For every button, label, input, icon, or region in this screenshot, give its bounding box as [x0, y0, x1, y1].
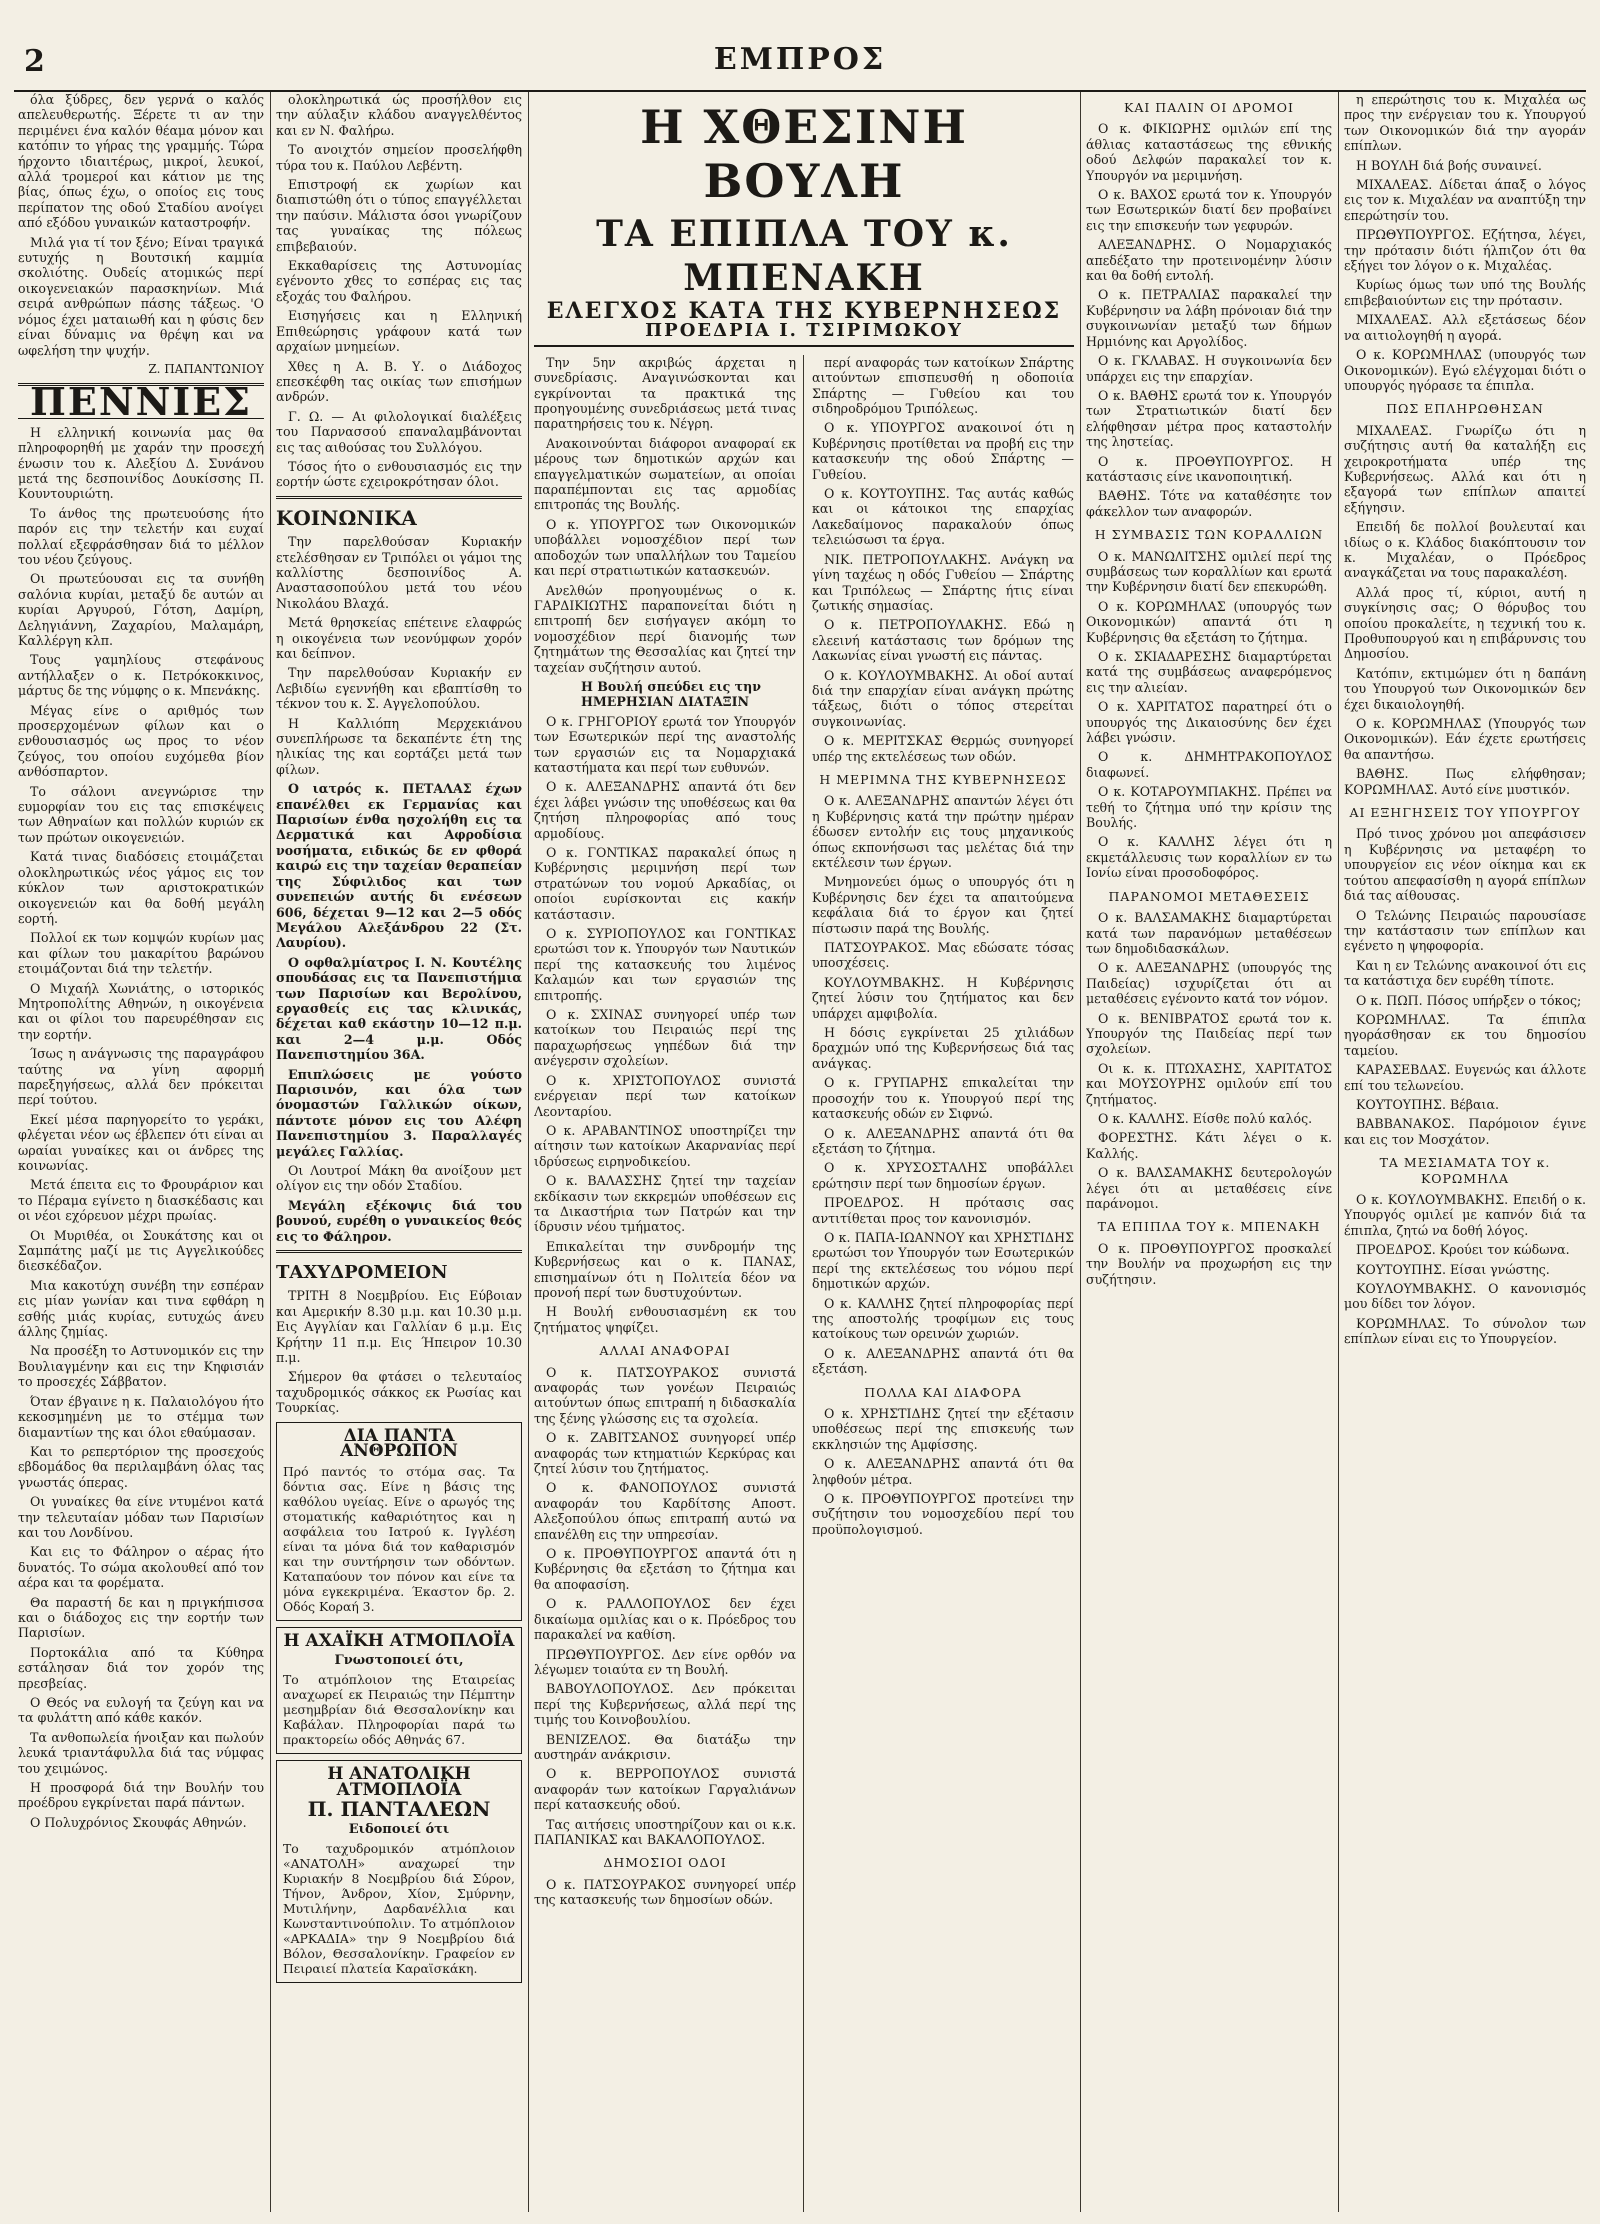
article-subheading: ΤΑ ΜΕΣΙΑΜΑΤΑ ΤΟΥ κ. ΚΟΡΩΜΗΛΑ [1379, 1155, 1551, 1186]
advertisement [276, 1627, 522, 1755]
article-text: ΜΙΧΑΛΕΑΣ. Αλλ εξετάσεως δέον να αιτιολογηθή η αγορά. [1344, 312, 1586, 343]
article-text: Ο κ. ΜΕΡΙΤΣΚΑΣ Θερμώς συνηγορεί υπέρ της εκτελέσεως των οδών. [812, 733, 1074, 764]
article-text: Κατά τινας διαδόσεις ετοιμάζεται ολοκληρωτικώς νέος γάμος εις τον κύκλον των αριστοκρατικών οικογενειών και θα δοθή μεγάλη εορτή. [18, 849, 264, 926]
article-text: Επειδή δε πολλοί βουλευταί και ιδίως ο κ. Κλάδος διακόπτουσιν τον κ. Μιχαλέαν, ο Πρόεδρος αναγκάζεται να τους παρακαλέση. [1344, 519, 1586, 581]
article-subheading: Η ΣΥΜΒΑΣΙΣ ΤΩΝ ΚΟΡΑΛΛΙΩΝ [1094, 527, 1324, 543]
article-text: ΠΡΩΘΥΠΟΥΡΓΟΣ. Εζήτησα, λέγει, την πρότασιν διότι ήλπιζον ότι θα εξήγει τον λόγον ο κ. Μιχαλέας. [1344, 227, 1586, 274]
masthead [14, 38, 1586, 92]
article-text: Θα παραστή δε και η πριγκήπισσα και ο διάδοχος εις την εορτήν των Παρισίων. [18, 1594, 264, 1641]
advertisement-company: Π. ΠΑΝΤΑΛΕΩΝ [307, 1797, 491, 1822]
article-text: ΠΡΟΕΔΡΟΣ. Κρούει τον κώδωνα. [1356, 1242, 1570, 1258]
article-text: Ανελθών προηγουμένως ο κ. ΓΑΡΔΙΚΙΩΤΗΣ παραπονείται διότι η επιτροπή δεν εισήγαγεν ακόμη το νομοσχέδιον περί διανομής των ζητημάτων της Θεσσαλίας και ζητεί την ταχείαν συζήτησιν αυτού. [534, 582, 796, 675]
article-text: Ο κ. ΣΚΙΑΔΑΡΕΣΗΣ διαμαρτύρεται κατά της συμβάσεως αναφερόμενος εις την αλιείαν. [1086, 649, 1332, 695]
columns [14, 92, 1586, 2212]
article-text: Πορτοκάλια από τα Κύθηρα εστάλησαν διά τον χορόν της πρεσβείας. [18, 1644, 264, 1691]
article-text: Ο κ. ΑΛΕΞΑΝΔΡΗΣ απαντά ότι θα ληφθούν μέτρα. [812, 1456, 1074, 1487]
advertisement-title: ΔΙΑ ΠΑΝΤΑ ΑΝΘΡΩΠΟΝ [340, 1425, 458, 1462]
main-article-right [812, 355, 1074, 1541]
article-text: Ο κ. ΦΙΚΙΩΡΗΣ ομιλών επί της άθλιας καταστάσεως της εθνικής οδού Δελφών παρακαλεί τον κ. Υπουργόν να μεριμνήση. [1086, 121, 1332, 183]
divider [276, 496, 522, 499]
article-text: Ο κ. ΚΑΛΛΗΣ ζητεί πληροφορίας περί της αποστολής τροφίμων εις τους κατοίκους των ορεινών χωριών. [812, 1295, 1074, 1342]
article-text: Ο κ. ΒΕΝΙΒΡΑΤΟΣ ερωτά τον κ. Υπουργόν της Παιδείας περί των σχολείων. [1086, 1010, 1332, 1057]
article-text: Η Βουλή ενθουσιασμένη εκ του ζητήματος ψηφίζει. [534, 1304, 796, 1335]
article-text: Ο κ. ΓΡΗΓΟΡΙΟΥ ερωτά τον Υπουργόν των Εσωτερικών περί της αναστολής των εργασιών εις τα Νομαρχιακά καταστήματα και περί των ευθυνών. [534, 713, 796, 775]
article-text: Την 5ην ακριβώς άρχεται η συνεδρίασις. Αναγινώσκονται και εγκρίνονται τα πρακτικά της προηγουμένης συνεδριάσεως μετά τινας παρατηρήσεις του κ. Νέγρη. [534, 354, 796, 432]
article-text: Ο κ. ΓΚΛΑΒΑΣ. Η συγκοινωνία δεν υπάρχει εις την επαρχίαν. [1086, 353, 1332, 384]
article-subheading: ΑΙ ΕΞΗΓΗΣΕΙΣ ΤΟΥ ΥΠΟΥΡΓΟΥ [1349, 805, 1581, 821]
page-number: 2 [24, 44, 45, 79]
article-text: Και το ρεπερτόριον της προσεχούς εβδομάδος θα περιλαμβάνη όλας τας γνωστάς όπερας. [18, 1443, 264, 1490]
advertisement [276, 1422, 522, 1621]
article-text: Οι γυναίκες θα είνε ντυμένοι κατά την τελευταίαν μόδαν των Παρισίων και του Λονδίνου. [18, 1494, 264, 1540]
article-text: Ο κ. ΠΡΟΘΥΠΟΥΡΓΟΣ προτείνει την συζήτησιν του νομοσχεδίου περί του προϋπολογισμού. [812, 1491, 1074, 1537]
divider [276, 1250, 522, 1253]
article-text: Ο κ. ΔΗΜΗΤΡΑΚΟΠΟΥΛΟΣ διαφωνεί. [1086, 749, 1332, 780]
article-text: Η ελληνική κοινωνία μας θα πληροφορηθή με χαράν την προσεχή ένωσιν του κ. Αλεξίου Δ. Συνάνου μετά της δεσποινίδος Δουκίσσης Π. Κουντουριώτη. [18, 424, 264, 502]
article-text: Ο κ. ΣΥΡΙΟΠΟΥΛΟΣ και ΓΟΝΤΙΚΑΣ ερωτώσι τον κ. Υπουργόν των Ναυτικών περί της κατασκευής του λιμένος Καλαμών και των εργασιών της επιτροπής. [534, 926, 796, 1003]
article-text: ΠΡΩΘΥΠΟΥΡΓΟΣ. Δεν είνε ορθόν να λέγωμεν τοιαύτα εν τη Βουλή. [534, 1646, 796, 1677]
article-text: ΚΟΥΛΟΥΜΒΑΚΗΣ. Ο κανονισμός μου δίδει τον λόγον. [1344, 1281, 1586, 1312]
article-text: Ο κ. ΒΑΛΑΣΣΗΣ ζητεί την ταχείαν εκδίκασιν των εκκρεμών υποθέσεων εις τα Δικαστήρια των Πατρών και την ίδρυσιν νέου τμήματος. [534, 1173, 796, 1235]
article-text: Τόσος ήτο ο ενθουσιασμός εις την εορτήν ώστε εχειροκρότησαν όλοι. [276, 458, 522, 490]
article-text: Πολλοί εκ των κομψών κυρίων μας και φίλων του μακαρίτου βαρώνου ετοιμάζονται διά την τελετήν. [18, 930, 264, 977]
main-headline: Η ΧΘΕΣΙΝΗ ΒΟΥΛΗ [640, 100, 968, 208]
column-divider [803, 355, 804, 2212]
article-subheading: ΚΑΙ ΠΑΛΙΝ ΟΙ ΔΡΟΜΟΙ [1124, 100, 1294, 115]
article-text: Ο κ. ΒΕΡΡΟΠΟΥΛΟΣ συνιστά αναφοράν των κατοίκων Γαργαλιάνων περί κατασκευής οδού. [534, 1766, 796, 1813]
article-text: Γ. Ω. — Αι φιλολογικαί διαλέξεις του Παρνασσού επαναλαμβάνονται εις τας αιθούσας του Συλλόγου. [276, 408, 522, 455]
article-text: ΝΙΚ. ΠΕΤΡΟΠΟΥΛΑΚΗΣ. Ανάγκη να γίνη ταχέως η οδός Γυθείου — Σπάρτης και Τριπόλεως — Σπάρτης ήτις είναι ζωτικής σημασίας. [812, 551, 1074, 613]
article-text: Ο κ. ΠΩΠ. Πόσος υπήρξεν ο τόκος; [1356, 992, 1582, 1008]
newspaper-title: ΕΜΠΡΟΣ [713, 42, 887, 77]
article-text: Το ανοιχτόν σημείον προσελήφθη τύρα του κ. Παύλου Λεβέντη. [276, 142, 522, 173]
article-text: Ο κ. ΧΡΙΣΤΟΠΟΥΛΟΣ συνιστά ενέργειαν περί των κατοίκων Λεονταρίου. [534, 1072, 796, 1119]
article-subheading: ΔΗΜΟΣΙΟΙ ΟΔΟΙ [603, 1855, 727, 1871]
article-text: Ο κ. ΜΑΝΩΛΙΤΣΗΣ ομιλεί περί της συμβάσεως των κοραλλίων και ερωτά την Κυβέρνησιν διατί δεν επεκυρώθη. [1086, 548, 1332, 595]
section-heading: ΠΕΝΝΙΕΣ [30, 379, 252, 425]
article-text: ΠΡΟΕΔΡΟΣ. Η πρότασις σας αντιτίθεται προς τον κανονισμόν. [812, 1195, 1074, 1226]
article-text: Ο κ. ΒΑΧΟΣ ερωτά τον κ. Υπουργόν των Εσωτερικών διατί δεν προβαίνει εις την επισκευήν των γεφυρών. [1086, 187, 1332, 233]
article-text: Μετά έπειτα εις το Φρουράριον και το Πέραμα εγίνετο η διασκέδασις και οι νέοι εχόρευον μέχρι πρωίας. [18, 1177, 264, 1224]
article-text: Την παρελθούσαν Κυριακήν ετελέσθησαν εν Τριπόλει οι γάμοι της καλλίστης δεσποινίδος Α. Αναστασοπούλου μετά του νέου Νικολάου Βλαχά. [276, 534, 522, 611]
article-text: Ο Πολυχρόνιος Σκουφάς Αθηνών. [30, 1814, 247, 1830]
article-text: Οι Μυριθέα, οι Σουκάτσης και οι Σαμπάτης μαζί με τις Αγγελικούδες διεσκέδαζον. [18, 1227, 264, 1274]
article-text: Ο κ. ΖΑΒΙΤΣΑΝΟΣ συνηγορεί υπέρ αναφοράς των κτηματιών Κερκύρας και ζητεί λύσιν του ζητήματος. [534, 1430, 796, 1477]
article-text: Ο κ. ΧΡΗΣΤΙΔΗΣ ζητεί την εξέτασιν υποθέσεως περί της επισκευής των εκκλησιών της Αμφίσσης. [812, 1406, 1074, 1452]
article-text: Οι κ. κ. ΠΤΩΧΑΣΗΣ, ΧΑΡΙΤΑΤΟΣ και ΜΟΥΣΟΥΡΗΣ ομιλούν επί του ζητήματος. [1086, 1060, 1332, 1107]
article-text: Ο κ. ΚΑΛΛΗΣ. Είσθε πολύ καλός. [1098, 1110, 1313, 1126]
article-text: Να προσέξη το Αστυνομικόν εις την Βουλιαγμένην και εις την Κηφισιάν το προσεχές Σάββατον. [18, 1343, 264, 1390]
article-text: Ο κ. ΡΑΛΛΟΠΟΥΛΟΣ δεν έχει δικαίωμα ομιλίας και ο κ. Πρόεδρος του παρακαλεί να καθίση. [534, 1596, 796, 1643]
article-text: η επερώτησις του κ. Μιχαλέα ως προς την ενέργειαν του κ. Υπουργού των Οικονομικών διά την αγοράν επίπλων. [1344, 92, 1586, 154]
article-text: Ο κ. ΑΛΕΞΑΝΔΡΗΣ απαντά ότι θα εξετάση το ζήτημα. [812, 1125, 1074, 1156]
article-text: Η δόσις εγκρίνεται 25 χιλιάδων δραχμών υπό της Κυβερνήσεως διά τας ανάγκας. [812, 1025, 1074, 1071]
article-text: ΒΑΒΟΥΛΟΠΟΥΛΟΣ. Δεν πρόκειται περί της Κυβερνήσεως, αλλά περί της τιμής του Κοινοβουλίου. [534, 1681, 796, 1728]
article-text: Ανακοινούνται διάφοροι αναφοραί εκ μέρους των δημοτικών αρχών και επαγγελματικών σωματείων, αι οποίαι παραπέμπονται εις τας αρμοδίας επιτροπάς της Βουλής. [534, 435, 796, 513]
article-text: Την παρελθούσαν Κυριακήν εν Λεβιδίω εγεννήθη και εβαπτίσθη το τέκνον του κ. Σ. Αγγελοπούλου. [276, 665, 522, 712]
article-text: Το άνθος της πρωτευούσης ήτο παρόν εις την τελετήν και ευχαί πολλαί εξεφράσθησαν διά το μέλλον του νέου ζεύγους. [18, 505, 264, 567]
article-text: Ο κ. ΧΑΡΙΤΑΤΟΣ παρατηρεί ότι ο υπουργός της Δικαιοσύνης δεν έχει λάβει γνώσιν. [1086, 699, 1332, 746]
article-text: Ο κ. ΧΡΥΣΟΣΤΑΛΗΣ υποβάλλει ερώτησιν περί των δημοσίων έργων. [812, 1160, 1074, 1191]
article-text: Ο κ. ΓΟΝΤΙΚΑΣ παρακαλεί όπως η Κυβέρνησις μεριμνήση περί των στρατώνων του νομού Αρκαδίας, οι οποίοι ευρίσκονται εις κακήν κατάστασιν. [534, 845, 796, 922]
article-text: Η Καλλιόπη Μερχεκιάνου συνεπλήρωσε τα δεκαπέντε έτη της ηλικίας της και εορτάζει μετά των φίλων. [276, 715, 522, 777]
article-text: Οι πρωτεύουσαι εις τα συνήθη σαλόνια κυρίαι, μεταξύ δε αυτών αι κυρίαι Αργυρού, Γότση, Δαμίρη, Δεληγιάννη, Ζαχαρίου, Μαλαμάρη, Καλλέργη κλπ. [18, 571, 264, 648]
sub-headline: ΠΡΟΕΔΡΙΑ Ι. ΤΣΙΡΙΜΩΚΟΥ [534, 323, 1074, 346]
article-text: Η ΒΟΥΛΗ διά βοής συναινεί. [1356, 157, 1542, 173]
sub-headline: ΕΛΕΓΧΟΣ ΚΑΤΑ ΤΗΣ ΚΥΒΕΡΝΗΣΕΩΣ [546, 298, 1062, 324]
article-text: Χθες η Α. Β. Υ. ο Διάδοχος επεσκέφθη τας οικίας των επισήμων ανδρών. [276, 358, 522, 405]
article-text: Ίσως η ανάγνωσις της παραγράφου ταύτης να γίνη αφορμή παρεξηγήσεως, αλλά δεν πρόκειται περί τούτου. [18, 1046, 264, 1108]
article-text: Ο κ. ΠΑΤΣΟΥΡΑΚΟΣ συνηγορεί υπέρ της κατασκευής των δημοσίων οδών. [534, 1876, 796, 1908]
article-text: ΠΑΤΣΟΥΡΑΚΟΣ. Μας εδώσατε τόσας υποσχέσεις. [812, 940, 1074, 971]
article-text: όλα ξύδρες, δεν γερνά ο καλός απελευθερωτής. Ξέρετε τι αν την περιμένει ένα καλόν θέαμα μόνον και κατόπιν το γήρας της γραμμής. Τώρα ήρχοντο ιδιαιτέρως, μικροί, λευκοί, αλλά τρομεροί και κάτιον με της βίας, όπως έχω, ο οποίος εις τους περίπατον της οδού Σταδίου ανοίγει από εξόδου γυναικών καταστροφήν. [18, 92, 264, 231]
article-text: Μέγας είνε ο αριθμός των προσερχομένων φίλων και ο ενθουσιασμός ως προς το νέον ζεύγος, του οποίου ευχόμεθα βίον ανθόσπαρτον. [18, 702, 264, 780]
article-text: Μετά θρησκείας επέτεινε ελαφρώς η οικογένεια των νεονύμφων χορόν και δείπνον. [276, 615, 522, 661]
article-text: Τους γαμηλίους στεφάνους αντήλλαξεν ο κ. Πετρόκοκκινος, μάρτυς δε της νύμφης ο κ. Μπενάκης. [18, 652, 264, 699]
article-text: Ο κ. ΑΡΑΒΑΝΤΙΝΟΣ υποστηρίζει την αίτησιν των κατοίκων Ακαρνανίας περί ιδρύσεως ειρηνοδικείου. [534, 1122, 796, 1169]
advertisement-text: Πρό παντός το στόμα σας. Τα δόντια σας. Είνε η βάσις της καθόλου υγείας. Είνε ο αρωγός της στοματικής καθαριότητος και η ασφάλεια του Ιατρού κ. Ιγγλέση είναι τα μόνα διά τον καθαρισμόν και την συντήρησιν των οδόντων. Καταπαύουν τον πόνον και είνε τα μόνα εγκεκριμένα. Έκαστον δρ. 2. Οδός Κοραή 3. [283, 1463, 515, 1614]
article-text: Ο κ. ΚΟΡΩΜΗΛΑΣ (υπουργός των Οικονομικών). Εγώ ελέγχομαι διότι ο υπουργός ηγόρασε τα έπιπλα. [1344, 347, 1586, 393]
article-text: ΚΟΥΛΟΥΜΒΑΚΗΣ. Η Κυβέρνησις ζητεί λύσιν του ζητήματος και δεν υπάρχει αμφιβολία. [812, 974, 1074, 1021]
article-text: Ο Θεός να ευλογή τα ζεύγη και να τα φυλάττη από κάθε κακόν. [18, 1695, 264, 1726]
article-text: ολοκληρωτικά ώς προσήλθον εις την αύλαξιν κλάδου αναγγελθέντος και εν Ν. Φαλήρω. [276, 92, 522, 138]
article-text: Ο κ. ΒΑΛΣΑΜΑΚΗΣ διαμαρτύρεται κατά των παρανόμων μεταθέσεων των δημοδιδασκάλων. [1086, 910, 1332, 956]
advertisement-title: Η ΑΧΑΪΚΗ ΑΤΜΟΠΛΟΪΑ [283, 1630, 515, 1651]
article-text: ΒΕΝΙΖΕΛΟΣ. Θα διατάξω την αυστηράν ανάκρισιν. [534, 1731, 796, 1762]
article-text: Μια κακοτύχη συνέβη την εσπέραν εις μίαν γωνίαν και τινα εφθάρη η εσθής μιάς κυρίας, ευτυχώς άνευ άλλης ζημίας. [18, 1277, 264, 1340]
article-text: ΤΡΙΤΗ 8 Νοεμβρίου. Εις Εύβοιαν και Αμερικήν 8.30 μ.μ. και 10.30 μ.μ. Εις Αγγλίαν και Γαλλίαν 6 μ.μ. Εις Κρήτην 11 π.μ. Εις Ήπειρον 10.30 π.μ. [276, 1288, 522, 1366]
article-text: Εκεί μέσα παρηγορείτο το γεράκι, φλέγεται νέον ως έβλεπεν ότι είναι αι ωραίαι γυναίκες και οι άνδρες της κοινωνίας. [18, 1111, 264, 1173]
article-text: Αλλά προς τί, κύριοι, αυτή η συγκίνησις σας; Ο θόρυβος του οποίου προκαλείτε, η τεχνική του κ. Προθυπουργού και η επιβάρυνσις του Δημοσίου. [1344, 584, 1586, 662]
article-text: Επικαλείται την συνδρομήν της Κυβερνήσεως και ο κ. ΠΑΝΑΣ, επισημαίνων ότι η Πολιτεία δέον να προνοή περί των δυστυχούντων. [534, 1238, 796, 1300]
article-text: ΦΟΡΕΣΤΗΣ. Κάτι λέγει ο κ. Καλλής. [1086, 1130, 1332, 1161]
advertisement-subtitle: Γνωστοποιεί ότι, [334, 1652, 464, 1668]
column-6 [1344, 92, 1586, 2212]
article-text: Ο Μιχαήλ Χωνιάτης, ο ιστορικός Μητροπολίτης Αθηνών, η οικογένεια και οι φίλοι του παρευρέθησαν εις την εορτήν. [18, 980, 264, 1042]
article-text: Κατόπιν, εκτιμώμεν ότι η δαπάνη του Υπουργού των Οικονομικών δεν έχει δικαιολογηθή. [1344, 665, 1586, 712]
advertisement-text: Επιπλώσεις με γούστο Παρισινόν, και όλα των όνομαστών Γαλλικών οίκων, πάντοτε μόνον εις του Αλέφη Πανεπιστημίου 3. Παραλλαγές μεγάλες Γαλλίας. [276, 1066, 522, 1159]
article-text: Μνημονεύει όμως ο υπουργός ότι η Κυβέρνησις δεν έχει τα απαιτούμενα κεφάλαια διά το έργον και ζητεί πίστωσιν παρά της Βουλής. [812, 874, 1074, 936]
article-text: ΒΑΘΗΣ. Τότε να καταθέσητε τον φάκελλον των αναφορών. [1086, 488, 1332, 519]
article-subheading: ΠΩΣ ΕΠΛΗΡΩΘΗΣΑΝ [1386, 401, 1544, 417]
article-text: ΜΙΧΑΛΕΑΣ. Δίδεται άπαξ ο λόγος εις τον κ. Μιχαλέαν να αναπτύξη την επερώτησίν του. [1344, 177, 1586, 223]
article-text: Ο κ. ΒΑΛΣΑΜΑΚΗΣ δευτερολογών λέγει ότι αι μεταθέσεις είνε παράνομοι. [1086, 1165, 1332, 1211]
sub-headline: ΤΑ ΕΠΙΠΛΑ ΤΟΥ κ. ΜΠΕΝΑΚΗ [596, 213, 1012, 299]
author-signature: Ζ. ΠΑΠΑΝΤΩΝΙΟΥ [148, 361, 264, 376]
column-5 [1086, 92, 1332, 2212]
article-text: Ο κ. ΠΡΟΘΥΠΟΥΡΓΟΣ απαντά ότι η Κυβέρνησις θα εξετάση το ζήτημα και θα αποφασίση. [534, 1546, 796, 1592]
article-subheading: ΑΛΛΑΙ ΑΝΑΦΟΡΑΙ [599, 1343, 731, 1359]
article-text: Ο κ. ΠΡΟΘΥΠΟΥΡΓΟΣ προσκαλεί την Βουλήν να προχωρήση εις την συζήτησιν. [1086, 1240, 1332, 1287]
article-text: Ο κ. ΥΠΟΥΡΓΟΣ των Οικονομικών υποβάλλει νομοσχέδιον περί των αποδοχών των υπαλλήλων του Ταμείου και περί στρατιωτικών κατασκευών. [534, 516, 796, 579]
article-text: Εισηγήσεις και η Ελληνική Επιθεώρησις γράφουν κατά των αρχαίων μνημείων. [276, 308, 522, 355]
article-text: Και η εν Τελώνης ανακοινοί ότι εις τα κατάστιχα δεν ευρέθη τίποτε. [1344, 957, 1586, 989]
article-text: Τα ανθοπωλεία ήνοιξαν και πωλούν λευκά τριαντάφυλλα διά τας νύμφας του χειμώνος. [18, 1729, 264, 1776]
article-text: ΚΟΡΩΜΗΛΑΣ. Τα έπιπλα ηγοράσθησαν εκ του δημοσίου ταμείου. [1344, 1011, 1586, 1058]
article-text: ΚΟΥΤΟΥΠΗΣ. Είσαι γνώστης. [1356, 1261, 1550, 1277]
article-text: Τας αιτήσεις υποστηρίζουν και οι κ.κ. ΠΑΠΑΝΙΚΑΣ και ΒΑΚΑΛΟΠΟΥΛΟΣ. [534, 1816, 796, 1847]
article-text: Ο κ. ΚΟΡΩΜΗΛΑΣ (υπουργός των Οικονομικών) απαντά ότι η Κυβέρνησις θα εξετάση το ζήτημα. [1086, 598, 1332, 645]
article-text: Ο κ. ΑΛΕΞΑΝΔΡΗΣ (υπουργός της Παιδείας) ισχυρίζεται ότι αι μεταθέσεις εγένοντο κατά τον νόμον. [1086, 960, 1332, 1007]
article-text: Ο κ. ΣΧΙΝΑΣ συνηγορεί υπέρ των κατοίκων του Πειραιώς περί της παραχωρήσεως γηπέδων διά την ανέγερσιν σχολείων. [534, 1007, 796, 1069]
article-text: Οι Λουτροί Μάκη θα ανοίξουν μετ ολίγον εις την οδόν Σταδίου. [276, 1163, 522, 1194]
article-subheading: Η ΜΕΡΙΜΝΑ ΤΗΣ ΚΥΒΕΡΝΗΣΕΩΣ [819, 771, 1067, 787]
article-text: Μιλά για τί τον ξένο; Είναι τραγικά ευτυχής η Βουτσική καμμία σκολιότης. Ουδείς ατομικώς περί οικογενειακών παρασκηνίων. Μιά σειρά ανθρώπων πάσης τάξεως. 'Ο νόμος έχει ματαιωθή και η φύσις δεν είναι δύναμις να θρέψη και να ωφελήση την ψυχήν. [18, 234, 264, 358]
article-text: Ο κ. ΠΑΠΑ-ΙΩΑΝΝΟΥ και ΧΡΗΣΤΙΔΗΣ ερωτώσι τον Υπουργόν των Εσωτερικών περί της εκτελέσεως του νόμου περί δημοτικών αρχών. [812, 1229, 1074, 1292]
article-subheading: ΠΟΛΛΑ ΚΑΙ ΔΙΑΦΟΡΑ [864, 1384, 1022, 1400]
article-text: Ο κ. ΥΠΟΥΡΓΟΣ ανακοινοί ότι η Κυβέρνησις προτίθεται να προβή εις την κατασκευήν της οδού Σπάρτης — Γυθείου. [812, 420, 1074, 482]
article-text: Επιστροφή εκ χωρίων και διαπιστώθη ότι ο τύπος επαγγέλλεται την παύσιν. Μάλιστα όσοι γνωρίζουν τας γυναίκας της πόλεως επιβεβαιούν. [276, 177, 522, 254]
article-text: Ο κ. ΚΟΥΛΟΥΜΒΑΚΗΣ. Αι οδοί αυταί διά την επαρχίαν είναι ανάγκη πρώτης τάξεως, διότι ο τόπος στερείται συγκοινωνίας. [812, 667, 1074, 729]
article-text: Όταν έβγαινε η κ. Παλαιολόγου ήτο κεκοσμημένη με το στέμμα των διαμαντίων της και όλοι εθαύμασαν. [18, 1393, 264, 1440]
article-text: Ο κ. ΠΕΤΡΑΛΙΑΣ παρακαλεί την Κυβέρνησιν να λάβη πρόνοιαν διά την συγκοινωνίαν μεταξύ των δήμων Ηρμιόνης και Αργολίδος. [1086, 287, 1332, 349]
article-text: ΚΟΡΩΜΗΛΑΣ. Το σύνολον των επίπλων είναι εις το Υπουργείον. [1344, 1315, 1586, 1347]
advertisement-subtitle: Ειδοποιεί ότι [348, 1821, 450, 1837]
advertisement-text: Ο οφθαλμίατρος Ι. Ν. Κουτέλης σπουδάσας εις τα Πανεπιστήμια των Παρισίων και Βερολίνου, εργασθείς εις τας κλινικάς, δέχεται καθ εκάστην 10—12 π.μ. και 2—4 μ.μ. Οδός Πανεπιστημίου 36Α. [276, 954, 522, 1063]
article-text: Εκκαθαρίσεις της Αστυνομίας εγένοντο χθες το εσπέρας εις τας εξοχάς του Φαλήρου. [276, 258, 522, 304]
article-text: Και εις το Φάληρον ο αέρας ήτο δυνατός. Το σώμα ακολουθεί από τον αέρα και τα φορέματα. [18, 1544, 264, 1591]
article-text: περί αναφοράς των κατοίκων Σπάρτης αιτούντων επισπευσθή η οδοποιία Σπάρτης — Γυθείου και του σιδηροδρόμου Τριπόλεως. [812, 354, 1074, 417]
section-heading: ΚΟΙΝΩΝΙΚΑ [276, 505, 417, 530]
article-subheading: ΠΑΡΑΝΟΜΟΙ ΜΕΤΑΘΕΣΕΙΣ [1108, 888, 1310, 904]
article-text: Ο κ. ΚΑΛΛΗΣ λέγει ότι η εκμετάλλευσις των κοραλλίων εν τω Ιονίω είναι προσοδοφόρος. [1086, 834, 1332, 881]
article-text: Το σάλονι ανεγνώρισε την ευμορφίαν του εις τας επισκέψεις των Αθηναίων και πολλών κυριών εκ των πρώτων οικογενειών. [18, 783, 264, 845]
article-subheading: Η Βουλή σπεύδει εις την ΗΜΕΡΗΣΙΑΝ ΔΙΑΤΑΞΙΝ [580, 678, 762, 710]
advertisement [276, 1760, 522, 1983]
article-text: Σήμερον θα φτάσει ο τελευταίος ταχυδρομικός σάκκος εκ Ρωσίας και Τουρκίας. [276, 1369, 522, 1416]
article-text: Ο κ. ΠΕΤΡΟΠΟΥΛΑΚΗΣ. Εδώ η ελεεινή κατάστασις των δρόμων της Λακωνίας είναι γνωστή εις πάντας. [812, 617, 1074, 664]
section-heading: ΤΑΧΥΔΡΟΜΕΙΟΝ [276, 1262, 448, 1284]
advertisement-text: Το ατμόπλοιον της Εταιρείας αναχωρεί εκ Πειραιώς την Πέμπτην μεσημβρίαν διά Θεσσαλονίκην και Καβάλαν. Πληροφορίαι παρά τω πρακτορείω οδός Αθηνάς 67. [283, 1672, 515, 1748]
article-text: Η προσφορά διά την Βουλήν του προέδρου εγκρίνεται παρά πάντων. [18, 1780, 264, 1811]
article-text: Πρό τινος χρόνου μοι απεφάσισεν η Κυβέρνησις να μεταφέρη το υπουργείον εις νέον οίκημα και εκ τούτου απεφασίσθη η αγορά επίπλων διά τας αίθουσας. [1344, 826, 1586, 904]
article-text: Ο κ. ΠΑΤΣΟΥΡΑΚΟΣ συνιστά αναφοράς των γονέων Πειραιώς αιτούντων όπως επιτραπή η διδασκαλία της ξένης γλώσσης εις τα σχολεία. [534, 1364, 796, 1426]
article-text: Ο κ. ΠΡΟΘΥΠΟΥΡΓΟΣ. Η κατάστασις είνε ικανοποιητική. [1086, 453, 1332, 484]
article-text: ΚΑΡΑΣΕΒΔΑΣ. Ευγενώς και άλλοτε επί του τελωνείου. [1344, 1062, 1586, 1093]
article-text: Ο κ. ΓΡΥΠΑΡΗΣ επικαλείται την προσοχήν του κ. Υπουργού περί της κατασκευής οδών εν Σιφνώ. [812, 1075, 1074, 1122]
article-text: ΜΙΧΑΛΕΑΣ. Γνωρίζω ότι η συζήτησις αυτή θα καταλήξη εις χειροκροτήματα υπέρ της Κυβερνήσεως. Αλλά και ότι η εξαγορά των επίπλων απαιτεί εξήγησιν. [1344, 422, 1586, 515]
article-text: Ο κ. ΑΛΕΞΑΝΔΡΗΣ απαντά ότι δεν έχει λάβει γνώσιν της υποθέσεως και θα ζητήση πληροφορίας από τους αρμοδίους. [534, 779, 796, 841]
article-text: Κυρίως όμως των υπό της Βουλής επιβεβαιούντων εις την πρότασιν. [1344, 277, 1586, 308]
article-text: Ο κ. ΚΟΥΛΟΥΜΒΑΚΗΣ. Επειδή ο κ. Υπουργός ομιλεί με καπνόν διά τα έπιπλα, ζητώ να δοθή λόγος. [1344, 1192, 1586, 1238]
article-text: ΚΟΥΤΟΥΠΗΣ. Βέβαια. [1356, 1096, 1499, 1112]
article-text: ΒΑΘΗΣ. Πως ελήφθησαν; ΚΟΡΩΜΗΛΑΣ. Αυτό είνε μυστικόν. [1344, 766, 1586, 797]
article-text: Ο κ. ΑΛΕΞΑΝΔΡΗΣ απαντά ότι θα εξετάση. [812, 1345, 1074, 1377]
article-text: Ο Τελώνης Πειραιώς παρουσίασε την κατάστασιν των επίπλων και εγένετο η ψηφοφορία. [1344, 907, 1586, 954]
advertisement-text: Ο ιατρός κ. ΠΕΤΑΛΑΣ έχων επανέλθει εκ Γερμανίας και Παρισίων ένθα ησχολήθη εις τα Δερματικά και Αφροδίσια νοσήματα, ειδικώς δε εν φθορά καιρώ εις την ταχείαν θεραπείαν της Σύφιλιδος και των συνεπειών αυτής δι ενέσεων 606, δέχεται 9—12 και 2—5 οδός Μεγάλου Αλεξάνδρου 22 (Στ. Λαυρίου). [276, 781, 522, 951]
advertisement-text: Το ταχυδρομικόν ατμόπλοιον «ΑΝΑΤΟΛΗ» αναχωρεί την Κυριακήν 8 Νοεμβρίου διά Σύρον, Τήνον, Άνδρον, Χίον, Σμύρνην, Μυτιλήνην, Δαρδανέλλια και Κωνσταντινούπολιν. Το ατμόπλοιον «ΑΡΚΑΔΙΑ» την 9 Νοεμβρίου διά Βόλον, Θεσσαλονίκην. Γραφείον εν Πειραιεί πλατεία Καραϊσκάκη. [283, 1840, 515, 1976]
article-text: Ο κ. ΦΑΝΟΠΟΥΛΟΣ συνιστά αναφοράν του Καρδίτσης Αποστ. Αλεξοπούλου όπως επιτραπή αυτώ να επανέλθη εις την υπηρεσίαν. [534, 1480, 796, 1542]
article-text: Ο κ. ΚΟΥΤΟΥΠΗΣ. Τας αυτάς καθώς και οι κάτοικοι της επαρχίας Λακεδαίμονος παρακαλούν όπως τελειώσωσι τα έργα. [812, 486, 1074, 548]
column-1 [18, 92, 264, 2212]
main-article-left [534, 355, 796, 1912]
article-text: Ο κ. ΚΟΤΑΡΟΥΜΠΑΚΗΣ. Πρέπει να τεθή το ζήτημα υπό την κρίσιν της Βουλής. [1086, 784, 1332, 831]
advertisement-text: Μεγάλη εξέκοψις διά του βουνού, ευρέθη ο γυναικείος θεός εις το Φάληρον. [276, 1197, 522, 1244]
article-subheading: ΤΑ ΕΠΙΠΛΑ ΤΟΥ κ. ΜΠΕΝΑΚΗ [1097, 1219, 1321, 1235]
article-text: ΒΑΒΒΑΝΑΚΟΣ. Παρόμοιον έγινε και εις τον Μοσχάτον. [1344, 1116, 1586, 1147]
main-article [534, 92, 1074, 2212]
article-text: Ο κ. ΚΟΡΩΜΗΛΑΣ (Υπουργός των Οικονομικών). Εάν έχετε ερωτήσεις θα απαντήσω. [1344, 716, 1586, 762]
column-2 [276, 92, 522, 2212]
article-text: Ο κ. ΒΑΘΗΣ ερωτά τον κ. Υπουργόν των Στρατιωτικών διατί δεν ελήφθησαν μέτρα προς καταστολήν της ληστείας. [1086, 387, 1332, 450]
article-text: ΑΛΕΞΑΝΔΡΗΣ. Ο Νομαρχιακός απεδέξατο την προτεινομένην λύσιν και θα δοθή εντολή. [1086, 237, 1332, 284]
advertisement-title: Η ΑΝΑΤΟΛΙΚΗ ΑΤΜΟΠΛΟΪΑ [327, 1764, 471, 1800]
article-text: Ο κ. ΑΛΕΞΑΝΔΡΗΣ απαντών λέγει ότι η Κυβέρνησις κατά την πρώτην ημέραν έδωσεν εντολήν εις τους μηχανικούς όπως εκπονήσωσι τας μελέτας διά την εκτέλεσιν των έργων. [812, 793, 1074, 870]
